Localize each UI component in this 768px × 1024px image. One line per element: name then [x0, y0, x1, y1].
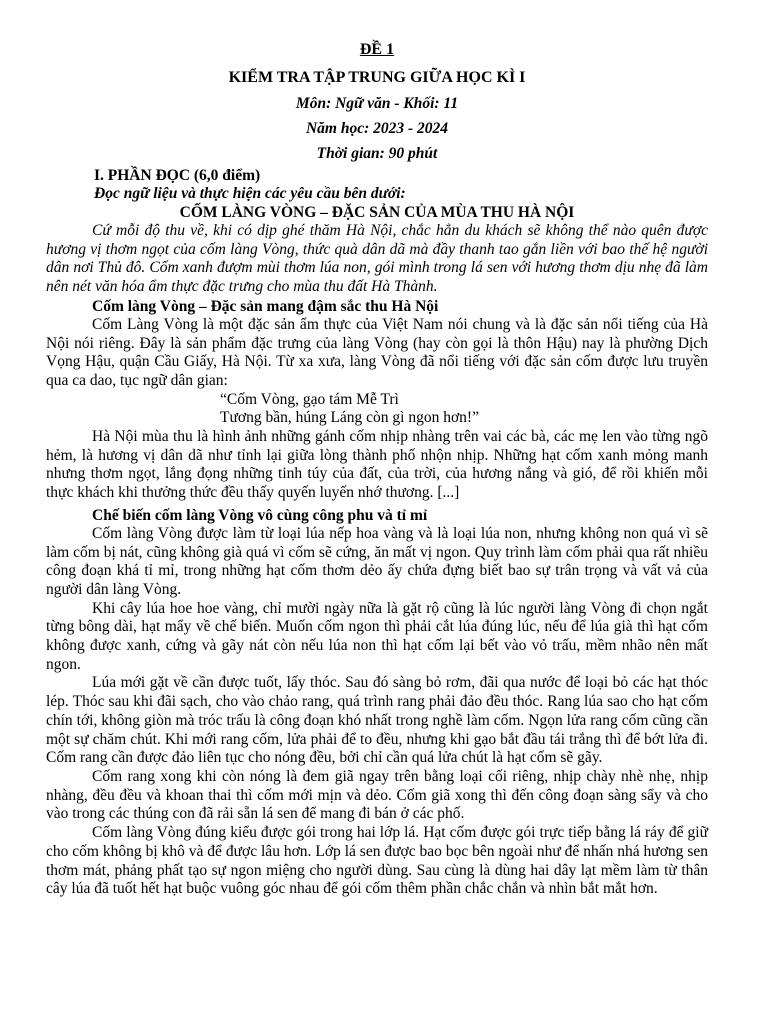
duration-line: Thời gian: 90 phút	[316, 145, 438, 162]
poem-line-2: Tương bần, húng Láng còn gì ngon hơn!”	[220, 409, 479, 427]
article-title: CỐM LÀNG VÒNG – ĐẶC SẢN CỦA MÙA THU HÀ NỘI	[179, 204, 575, 221]
subject-line: Môn: Ngữ văn - Khối: 11	[295, 95, 459, 112]
poem-line-1: “Cốm Vòng, gạo tám Mễ Trì	[220, 390, 399, 408]
paragraph-2: Hà Nội mùa thu là hình ảnh những gánh cốm nhịp nhàng trên vai các bà, các mẹ len vào từng ngõ hẻm, là hương vị dân dã như tỉnh lại giữa lòng thành phố nhộn nhịp. Những hạt cốm xanh mỏng manh nhưng thơm ngọt, lắng đọng những tinh túy của đất, của trời, của hương nắng và gió, để rồi khiến mỗi thực khách khi thưởng thức đều thấy quyến luyến nhớ thương. [...]	[46, 428, 708, 502]
paragraph-1: Cốm Làng Vòng là một đặc sản ẩm thực của Việt Nam nói chung và là đặc sản nổi tiếng của Hà Nội nói riêng. Đây là sản phẩm đặc trưng của làng Vòng (hay còn gọi là thôn Hậu) nay là phường Dịch Vọng Hậu, quận Cầu Giấy, Hà Nội. Từ xa xưa, làng Vòng đã nổi tiếng với đặc sản cốm được lưu truyền qua ca dao, tục ngữ dân gian:	[46, 315, 708, 389]
paragraph-7: Cốm làng Vòng đúng kiểu được gói trong hai lớp lá. Hạt cốm được gói trực tiếp bằng lá ráy để giữ cho cốm không bị khô và để được lâu hơn. Lớp lá sen được bao bọc bên ngoài như để nhấn nhá hương sen thơm mát, phảng phất tạo sự ngon miệng cho người dùng. Sau cùng là dùng hai dây lạt mềm làm từ thân cây lúa đã tuốt hết hạt buộc vuông góc nhau để gói cốm thêm phần chắc chắn và nhìn bắt mắt hơn.	[46, 824, 708, 898]
paragraph-4: Khi cây lúa hoe hoe vàng, chỉ mười ngày nữa là gặt rộ cũng là lúc người làng Vòng đi chọn ngắt từng bông dài, hạt mẩy về chế biến. Muốn cốm ngon thì phải cắt lúa đúng lúc, nếu để lúa già thì hạt cốm không được xanh, cứng và gãy nát còn nếu lúa non thì hạt cốm lại bết vào vỏ trấu, mềm nhão nên mất ngon.	[46, 599, 708, 673]
article-intro: Cứ mỗi độ thu về, khi có dịp ghé thăm Hà Nội, chắc hẳn du khách sẽ không thể nào quên được hương vị thơm ngọt của cốm làng Vòng, thức quà dân dã mà đầy thanh tao gắn liền với bao thế hệ người dân nơi Thủ đô. Cốm xanh đượm mùi thơm lúa non, gói mình trong lá sen với hương thơm dịu nhẹ đã làm nên nét văn hóa ẩm thực đặc trưng cho mùa thu đất Hà Thành.	[46, 222, 708, 296]
paragraph-6: Cốm rang xong khi còn nóng là đem giã ngay trên bằng loại cối riêng, nhịp chày nhè nhẹ, nhịp nhàng, đều đều và khoan thai thì cốm mới mịn và dẻo. Cốm giã xong thì đến công đoạn sàng sẩy và cho vào trong các thúng con đã rải sẵn lá sen để mang đi bán ở các phố.	[46, 767, 708, 823]
exam-title: KIỂM TRA TẬP TRUNG GIỮA HỌC KÌ I	[228, 69, 526, 86]
subheading-2: Chế biến cốm làng Vòng vô cùng công phu và tỉ mỉ	[92, 506, 428, 524]
section-instruction: Đọc ngữ liệu và thực hiện các yêu cầu bên dưới:	[94, 185, 406, 202]
section-title: I. PHẦN ĐỌC (6,0 điểm)	[94, 167, 261, 184]
school-year-line: Năm học: 2023 - 2024	[305, 120, 449, 137]
paragraph-3: Cốm làng Vòng được làm từ loại lúa nếp hoa vàng và là loại lúa non, nhưng không non quá vì sẽ làm cốm bị nát, cũng không già quá vì cốm sẽ cứng, ăn mất vị ngon. Quy trình làm cốm phải qua rất nhiều công đoạn khá tỉ mỉ, trong những hạt cốm thơm dẻo ấy chứa đựng biết bao sự trân trọng và vất vả của người dân làng Vòng.	[46, 524, 708, 598]
paragraph-5: Lúa mới gặt về cần được tuốt, lấy thóc. Sau đó sàng bỏ rơm, đãi qua nước để loại bỏ các hạt thóc lép. Thóc sau khi đãi sạch, cho vào chảo rang, quá trình rang phải đảo đều thóc. Rang lúa sao cho hạt cốm chín tới, không giòn mà tróc trấu là công đoạn khó nhất trong nghề làm cốm. Ngọn lửa rang cốm cũng cần một sự chăm chút. Khi mới rang cốm, lửa phải để to đều, nhưng khi gạo bắt đầu tái trắng thì để bớt lửa đi. Cốm rang cần được đảo liên tục cho nóng đều, bởi chỉ cần quá lửa chút là hạt cốm sẽ gãy.	[46, 674, 708, 767]
subheading-1: Cốm làng Vòng – Đặc sản mang đậm sắc thu Hà Nội	[92, 297, 439, 315]
exam-number: ĐỀ 1	[359, 41, 395, 58]
